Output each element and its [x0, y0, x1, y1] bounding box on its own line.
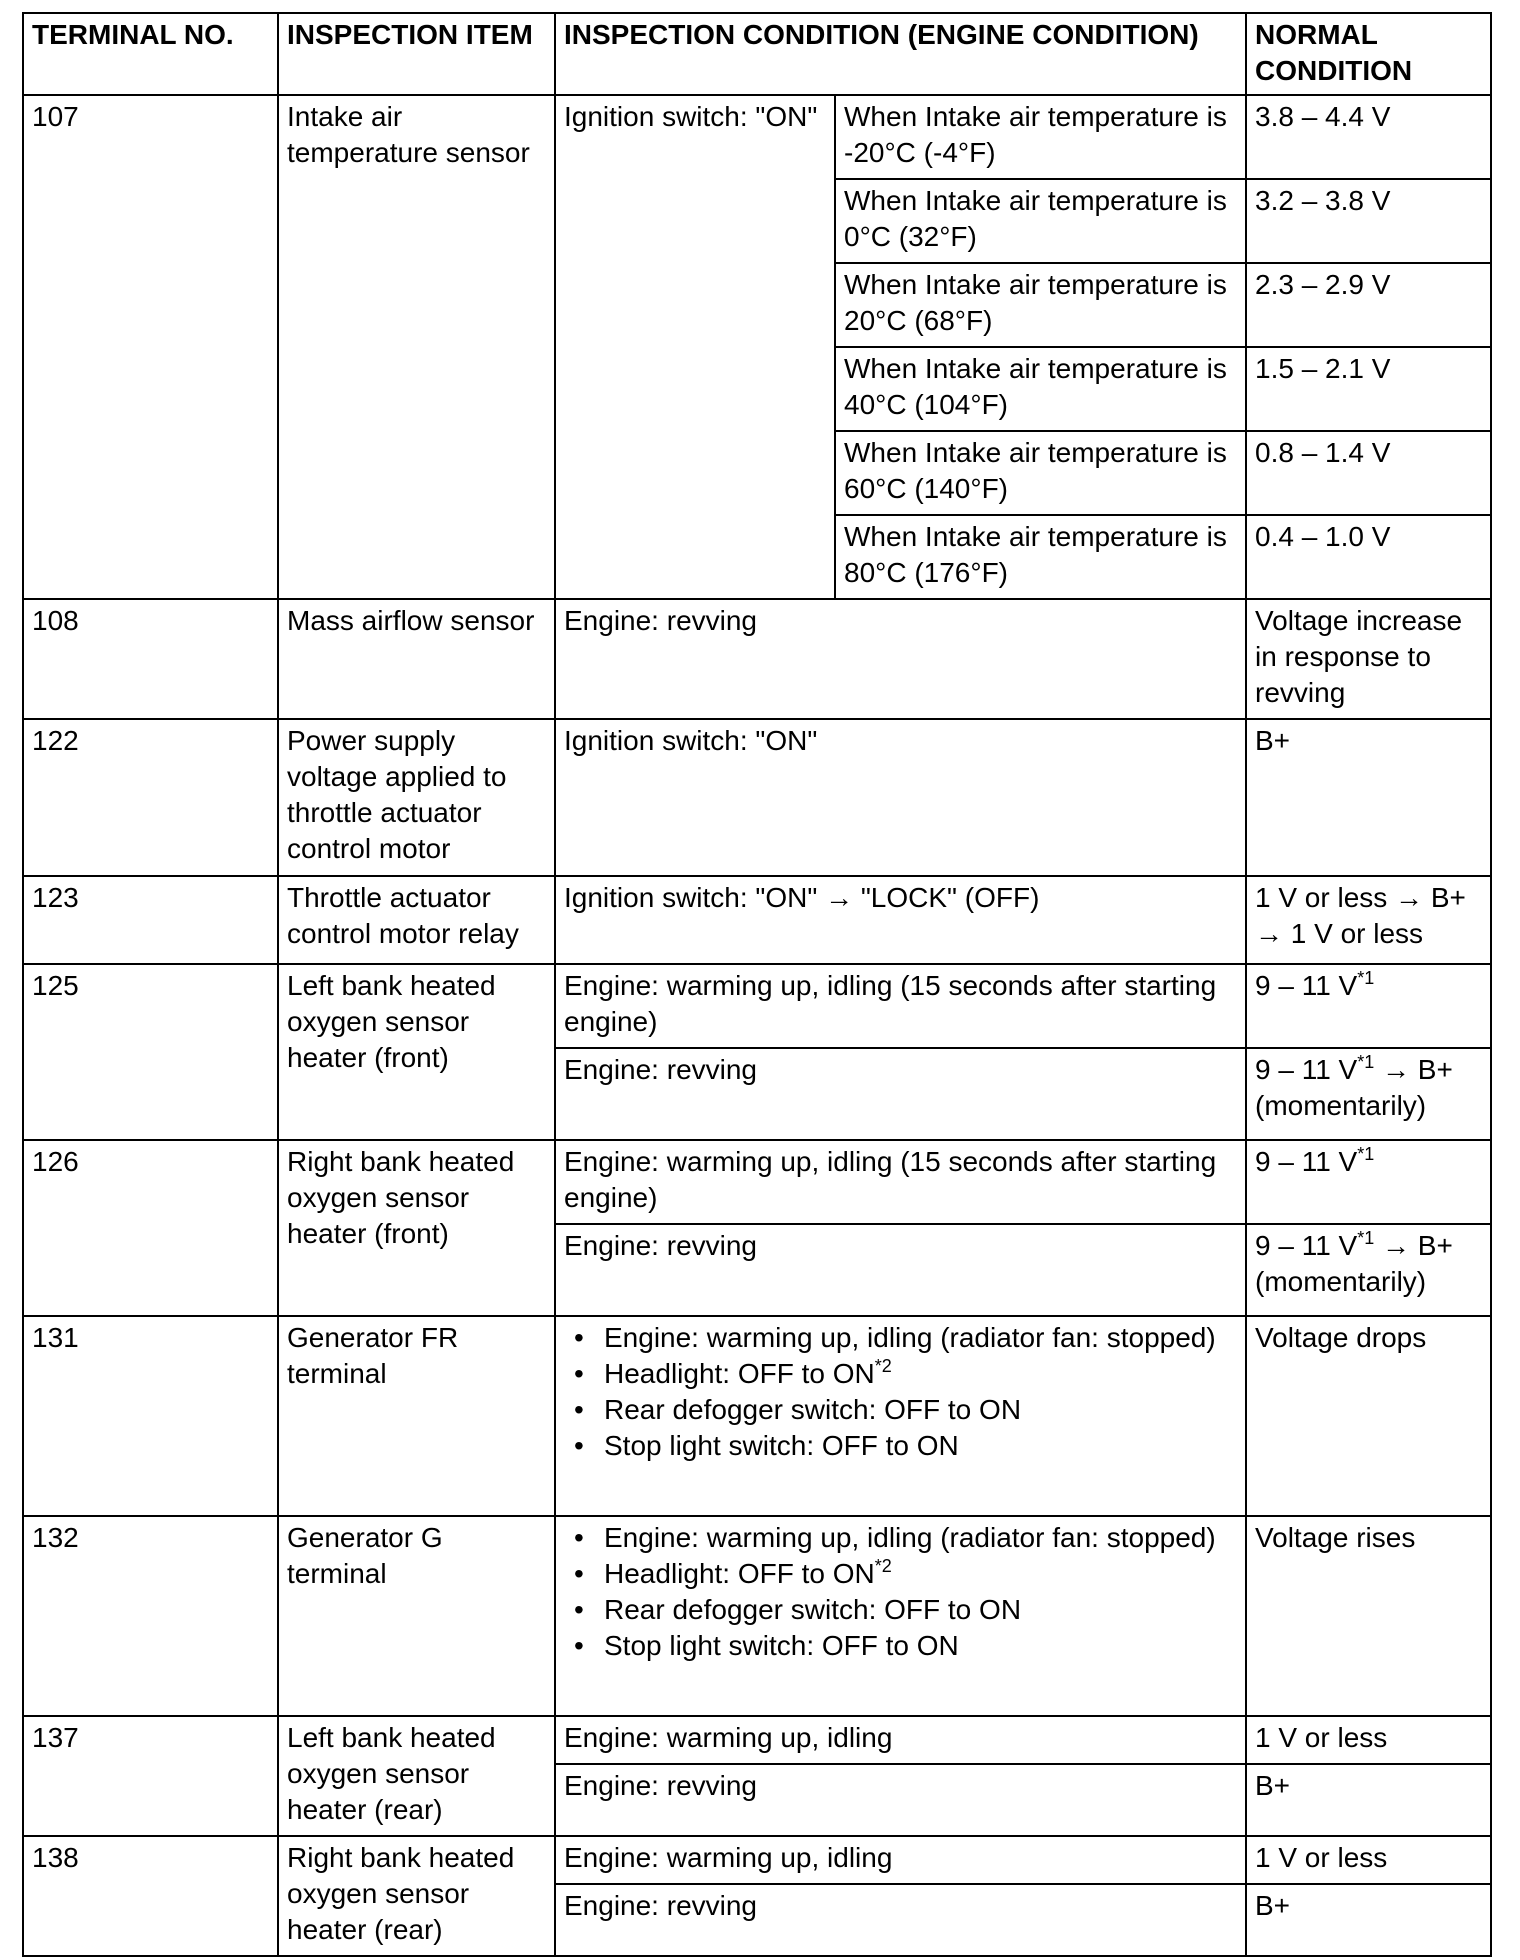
item-cell: Power supply voltage applied to throttle actuator control motor — [278, 719, 555, 876]
sub-condition-cell: When Intake air temperature is 0°C (32°F) — [835, 179, 1246, 263]
item-cell: Intake air temperature sensor — [278, 95, 555, 599]
table-row — [23, 1516, 1491, 1716]
item-cell: Right bank heated oxygen sensor heater (rear) — [278, 1836, 555, 1956]
normal-cell: Voltage rises — [1246, 1516, 1491, 1716]
header-terminal: TERMINAL NO. — [23, 13, 278, 95]
normal-cell — [1246, 1048, 1491, 1140]
normal-cell: B+ — [1246, 1764, 1491, 1836]
footnote-ref: *2 — [874, 1556, 892, 1576]
condition-cell — [555, 1316, 1246, 1516]
condition-cell: Engine: revving — [555, 1884, 1246, 1956]
list-item: • Rear defogger switch: OFF to ON — [604, 1592, 1237, 1628]
list-item: • Rear defogger switch: OFF to ON — [604, 1392, 1237, 1428]
header-normal: NORMAL CONDITION — [1246, 13, 1491, 95]
terminal-inspection-table — [22, 12, 1492, 1957]
normal-cell: 0.8 – 1.4 V — [1246, 431, 1491, 515]
item-cell: Right bank heated oxygen sensor heater (front) — [278, 1140, 555, 1316]
list-item: • Stop light switch: OFF to ON — [604, 1628, 1237, 1664]
terminal-cell: 125 — [23, 964, 278, 1140]
header-condition: INSPECTION CONDITION (ENGINE CONDITION) — [555, 13, 1246, 95]
condition-cell: Engine: revving — [555, 599, 1246, 719]
normal-cell — [1246, 964, 1491, 1048]
condition-cell: Engine: warming up, idling (15 seconds after starting engine) — [555, 1140, 1246, 1224]
sub-condition-cell: When Intake air temperature is 20°C (68°F) — [835, 263, 1246, 347]
normal-cell: B+ — [1246, 1884, 1491, 1956]
terminal-cell: 138 — [23, 1836, 278, 1956]
sub-condition-cell: When Intake air temperature is 60°C (140°F) — [835, 431, 1246, 515]
normal-cell: Voltage drops — [1246, 1316, 1491, 1516]
condition-list — [564, 1520, 1237, 1664]
footnote-ref: *2 — [874, 1356, 892, 1376]
footnote-ref: *1 — [1357, 968, 1375, 988]
normal-cell: 1 V or less — [1246, 1836, 1491, 1884]
condition-list — [564, 1320, 1237, 1464]
normal-value: → B+ (momentarily) — [1255, 1230, 1453, 1297]
item-cell: Generator FR terminal — [278, 1316, 555, 1516]
list-item-text: Headlight: OFF to ON — [604, 1558, 875, 1589]
terminal-cell: 131 — [23, 1316, 278, 1516]
normal-value: 9 – 11 V — [1255, 1230, 1358, 1261]
list-item-text: Headlight: OFF to ON — [604, 1358, 875, 1389]
condition-cell: Engine: revving — [555, 1224, 1246, 1316]
normal-cell: 3.8 – 4.4 V — [1246, 95, 1491, 179]
footnote-ref: *1 — [1357, 1144, 1375, 1164]
table-row — [23, 1316, 1491, 1516]
normal-cell: B+ — [1246, 719, 1491, 876]
condition-cell: Engine: warming up, idling — [555, 1836, 1246, 1884]
terminal-cell: 123 — [23, 876, 278, 964]
item-cell: Left bank heated oxygen sensor heater (rear) — [278, 1716, 555, 1836]
sub-condition-cell: When Intake air temperature is 40°C (104°F) — [835, 347, 1246, 431]
list-item: • Stop light switch: OFF to ON — [604, 1428, 1237, 1464]
normal-cell: Voltage increase in response to revving — [1246, 599, 1491, 719]
list-item — [604, 1356, 1237, 1392]
sub-condition-cell: When Intake air temperature is 80°C (176°F) — [835, 515, 1246, 599]
table-row — [23, 876, 1491, 964]
footnote-ref: *1 — [1357, 1052, 1375, 1072]
normal-cell: 0.4 – 1.0 V — [1246, 515, 1491, 599]
sub-condition-cell: When Intake air temperature is -20°C (-4°F) — [835, 95, 1246, 179]
list-item — [604, 1556, 1237, 1592]
table-row — [23, 1716, 1491, 1764]
normal-cell: 3.2 – 3.8 V — [1246, 179, 1491, 263]
list-item: • Engine: warming up, idling (radiator fan: stopped) — [604, 1520, 1237, 1556]
item-cell: Generator G terminal — [278, 1516, 555, 1716]
normal-cell: 1 V or less → B+ → 1 V or less — [1246, 876, 1491, 964]
condition-cell — [555, 1516, 1246, 1716]
normal-cell: 1 V or less — [1246, 1716, 1491, 1764]
normal-value: → B+ (momentarily) — [1255, 1054, 1453, 1121]
item-cell: Throttle actuator control motor relay — [278, 876, 555, 964]
condition-cell: Ignition switch: "ON" → "LOCK" (OFF) — [555, 876, 1246, 964]
normal-cell — [1246, 1224, 1491, 1316]
condition-cell: Engine: revving — [555, 1048, 1246, 1140]
terminal-cell: 132 — [23, 1516, 278, 1716]
terminal-cell: 126 — [23, 1140, 278, 1316]
normal-cell: 2.3 – 2.9 V — [1246, 263, 1491, 347]
terminal-cell: 107 — [23, 95, 278, 599]
table-row — [23, 719, 1491, 876]
normal-cell — [1246, 1140, 1491, 1224]
condition-cell: Engine: revving — [555, 1764, 1246, 1836]
header-row — [23, 13, 1491, 95]
footnote-ref: *1 — [1357, 1228, 1375, 1248]
header-item: INSPECTION ITEM — [278, 13, 555, 95]
table-row — [23, 599, 1491, 719]
terminal-cell: 122 — [23, 719, 278, 876]
item-cell: Mass airflow sensor — [278, 599, 555, 719]
condition-cell: Engine: warming up, idling — [555, 1716, 1246, 1764]
normal-value: 9 – 11 V — [1255, 970, 1358, 1001]
condition-cell: Engine: warming up, idling (15 seconds after starting engine) — [555, 964, 1246, 1048]
table-row — [23, 1836, 1491, 1884]
table-row — [23, 1140, 1491, 1224]
item-cell: Left bank heated oxygen sensor heater (front) — [278, 964, 555, 1140]
list-item: • Engine: warming up, idling (radiator fan: stopped) — [604, 1320, 1237, 1356]
table-row — [23, 95, 1491, 179]
normal-cell: 1.5 – 2.1 V — [1246, 347, 1491, 431]
condition-cell: Ignition switch: "ON" — [555, 95, 835, 599]
normal-value: 9 – 11 V — [1255, 1146, 1358, 1177]
terminal-cell: 108 — [23, 599, 278, 719]
terminal-cell: 137 — [23, 1716, 278, 1836]
condition-cell: Ignition switch: "ON" — [555, 719, 1246, 876]
table-row — [23, 964, 1491, 1048]
normal-value: 9 – 11 V — [1255, 1054, 1358, 1085]
